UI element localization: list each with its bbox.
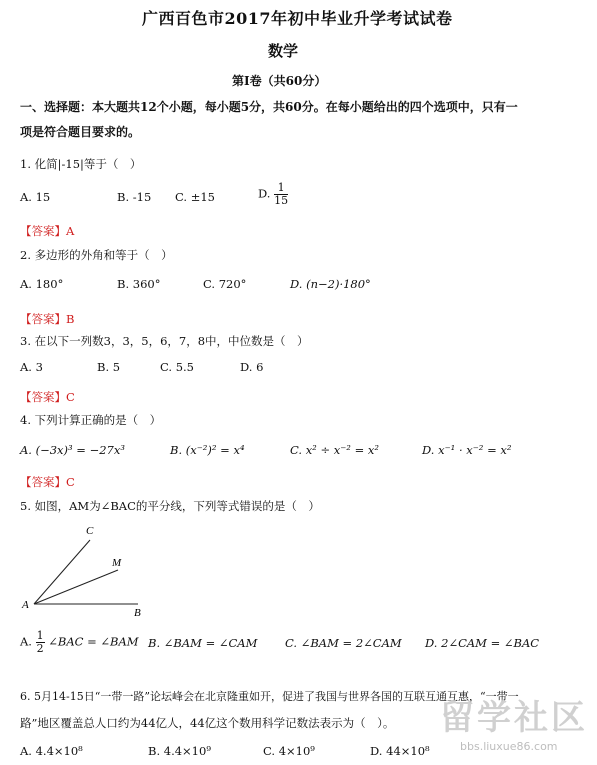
question-5-stem: 5. 如图，AM为∠BAC的平分线，下列等式错误的是（ ） [20,499,320,513]
q3-answer-label: 【答案】 [20,390,66,404]
question-4-stem: 4. 下列计算正确的是（ ） [20,413,162,427]
q5-frac-num: 1 [36,629,44,642]
q3-answer [20,386,75,405]
q5-option-a [20,630,139,655]
angle-bisector-figure [18,520,158,620]
q1-stem-post: 等于（ ） [83,157,142,171]
point-b-label: B [134,607,141,619]
q1-option-c: C. ±15 [175,190,215,204]
question-2-stem: 2. 多边形的外角和等于（ ） [20,248,173,262]
q2-answer-label: 【答案】 [20,312,66,326]
ray-ac [34,540,90,604]
section-instructions-line2: 项是符合题目要求的。 [20,125,141,139]
q1-frac-den: 15 [274,194,289,207]
q3-option-a: A. 3 [20,360,43,374]
q4-answer [20,471,75,490]
q4-option-d: D. x⁻¹ · x⁻² = x² [422,443,512,457]
q2-option-d: D. (n−2)·180° [290,277,371,291]
watermark-url: bbs.liuxue86.com [460,740,558,753]
question-6-stem-line2: 路”地区覆盖总人口约为44亿人，44亿这个数用科学记数法表示为（ ）。 [20,716,395,730]
q1-frac-num: 1 [274,182,288,195]
ray-am [34,570,118,604]
q1-answer-label: 【答案】 [20,224,66,238]
q5-option-a-expr: ∠BAC = ∠BAM [48,634,139,649]
section-instructions-line1: 一、选择题：本大题共12个小题，每小题5分，共60分。在每小题给出的四个选项中，只有一 [20,100,518,114]
q5-frac-den: 2 [36,642,44,655]
q3-option-c: C. 5.5 [160,360,194,374]
question-1-stem [20,156,141,172]
q4-option-c: C. x² ÷ x⁻² = x² [290,443,379,457]
q2-option-c: C. 720° [203,277,247,291]
q2-option-b: B. 360° [117,277,161,291]
q1-stem-abs: |-15| [57,157,84,171]
q5-option-d: D. 2∠CAM = ∠BAC [425,636,540,650]
q4-option-b: B. (x⁻²)² = x⁴ [170,443,245,457]
q5-option-c: C. ∠BAM = 2∠CAM [285,636,402,650]
q1-stem-pre: 1. 化简 [20,157,58,171]
q4-answer-label: 【答案】 [20,475,66,489]
q2-answer-value: B [66,312,75,326]
q3-answer-value: C [66,390,75,404]
q6-option-c: C. 4×10⁹ [263,744,315,758]
q1-option-a: A. 15 [20,190,51,204]
q1-option-b: B. -15 [117,190,152,204]
q5-option-a-fraction [36,630,45,655]
q6-option-a: A. 4.4×10⁸ [20,744,83,758]
point-m-label: M [112,557,122,569]
question-6-stem-line1: 6. 5月14-15日“一带一路”论坛峰会在北京隆重如开，促进了我国与世界各国的互联互通互惠，“一带一 [20,690,519,703]
q3-option-b: B. 5 [97,360,121,374]
q2-answer [20,308,74,327]
q4-option-a: A. (−3x)³ = −27x³ [20,443,125,457]
point-a-label: A [22,599,29,611]
q3-option-d: D. 6 [240,360,264,374]
q6-option-b: B. 4.4×10⁹ [148,744,211,758]
q2-option-a: A. 180° [20,277,64,291]
q6-option-d: D. 44×10⁸ [370,744,430,758]
q5-option-a-label: A. [20,634,32,649]
point-c-label: C [86,525,94,537]
q4-answer-value: C [66,475,75,489]
q1-answer [20,220,74,239]
watermark-logo: 留学社区 [440,698,588,738]
q1-answer-value: A [66,224,75,238]
q1-option-d [258,182,288,207]
subject-title: 数学 [268,42,299,60]
q5-option-b: B. ∠BAM = ∠CAM [148,636,258,650]
question-3-stem: 3. 在以下一列数3，3，5，6，7，8中，中位数是（ ） [20,334,309,348]
part-heading: 第Ⅰ卷（共60分） [232,74,327,88]
q1-option-d-label: D. [258,186,271,201]
document-title: 广西百色市2017年初中毕业升学考试试卷 [142,9,453,28]
q1-option-d-fraction [274,182,288,207]
